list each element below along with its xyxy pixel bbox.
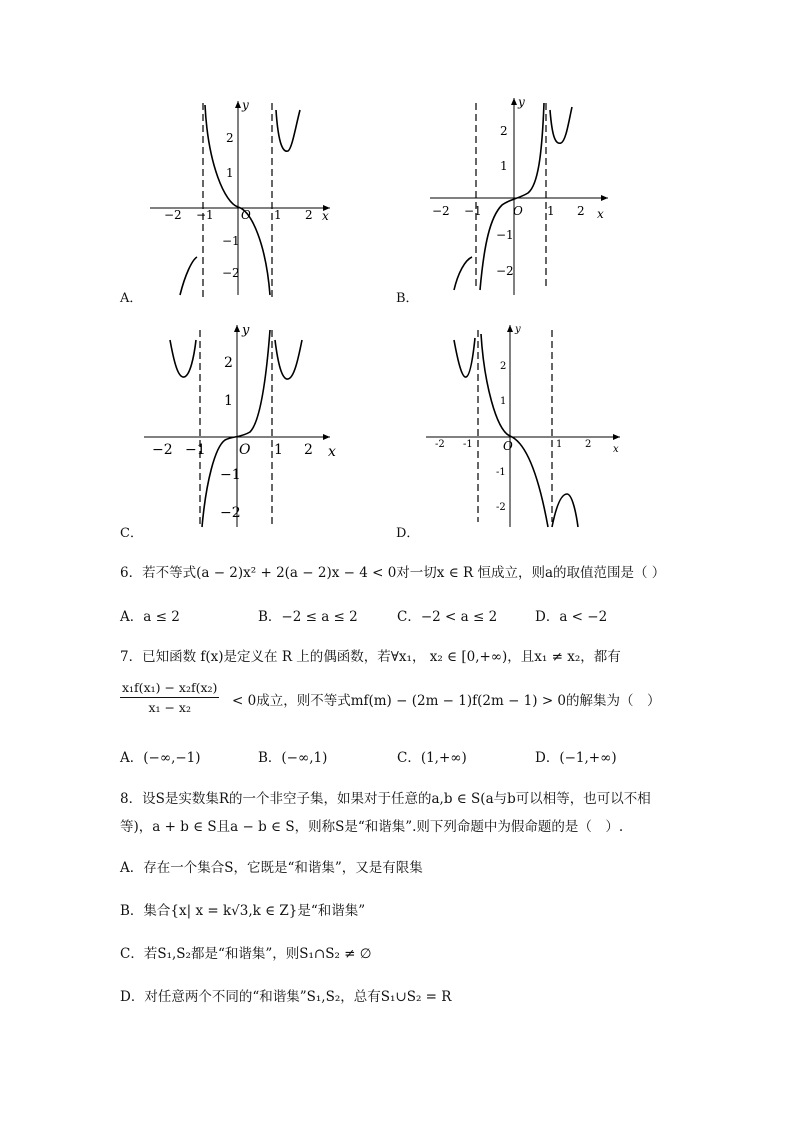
tick-y: 1 [500,396,507,407]
tick-y: 2 [500,124,508,138]
tick-x: 2 [585,439,592,450]
tick-y: −2 [496,264,514,278]
graph-b [420,95,620,305]
question-6-stem: 6．若不等式(a − 2)x² + 2(a − 2)x − 4 < 0对一切x ∈ R 恒成立，则a的取值范围是（ ） [120,565,666,581]
graph-a [140,95,340,305]
y-axis-label: y [242,323,250,338]
tick-y: 2 [226,131,234,145]
x-axis-label: x [613,444,619,455]
question-8-option-a[interactable]: A．存在一个集合S，它既是“和谐集”，又是有限集 [120,860,423,876]
y-axis-label: y [242,98,249,112]
x-axis-label: x [328,444,336,460]
tick-y: -2 [496,502,506,513]
tick-x: 2 [305,208,313,222]
option-d[interactable]: D．a < −2 [535,609,608,625]
tick-y: 1 [224,393,233,409]
tick-y: −1 [220,467,241,483]
fraction-numerator: x₁f(x₁) − x₂f(x₂) [120,680,219,698]
option-d[interactable]: D．(−1,+∞) [535,750,617,766]
question-8-option-d[interactable]: D．对任意两个不同的“和谐集”S₁,S₂，总有S₁∪S₂ = R [120,989,452,1005]
tick-x: -1 [463,439,473,450]
tick-x: 2 [577,204,585,218]
tick-y: 2 [500,361,507,372]
question-7-stem-tail: < 0成立，则不等式mf(m) − (2m − 1)f(2m − 1) > 0的解集为（ ） [232,693,661,709]
origin-label: O [239,442,251,458]
option-b[interactable]: B．−2 ≤ a ≤ 2 [258,609,358,625]
tick-y: −1 [222,234,240,248]
graph-a-label: A． [120,291,143,306]
tick-x: −2 [432,204,450,218]
question-8-stem-line2: 等)，a + b ∈ S且a − b ∈ S，则称S是“和谐集”.则下列命题中为假命题的是（ ）. [120,819,624,835]
graph-c [140,322,340,532]
question-8-option-c[interactable]: C．若S₁,S₂都是“和谐集”，则S₁∩S₂ ≠ ∅ [120,946,372,962]
tick-x: 1 [547,204,555,218]
tick-x: −2 [164,208,182,222]
graph-b-label: B． [396,291,419,306]
tick-x: 2 [304,442,313,458]
tick-y: −1 [496,228,514,242]
tick-y: −2 [222,266,240,280]
tick-x: -2 [435,439,445,450]
graph-c-label: C． [120,526,143,541]
tick-y: 2 [224,355,233,371]
tick-y: -1 [496,467,506,478]
question-8-option-b[interactable]: B．集合{x| x = k√3,k ∈ Z}是“和谐集” [120,903,366,919]
tick-y: −2 [220,505,241,521]
question-7-stem: 7．已知函数 f(x)是定义在 R 上的偶函数，若∀x₁， x₂ ∈ [0,+∞)，且x₁ ≠ x₂，都有 [120,649,621,665]
graph-c-plot [140,322,340,532]
tick-x: 1 [274,208,282,222]
x-axis-label: x [597,207,604,221]
origin-label: O [513,204,523,218]
x-axis-label: x [322,209,329,223]
origin-label: O [241,208,251,222]
tick-x: 1 [556,439,563,450]
tick-y: 1 [500,159,508,173]
option-b[interactable]: B．(−∞,1) [258,750,328,766]
graph-a-plot [140,95,340,305]
y-axis-label: y [515,324,521,335]
origin-label: O [503,439,513,453]
question-7-fraction [120,680,219,715]
option-c[interactable]: C．−2 < a ≤ 2 [397,609,498,625]
fraction-denominator: x₁ − x₂ [148,700,191,715]
tick-x: −1 [185,442,206,458]
option-a[interactable]: A．(−∞,−1) [120,750,201,766]
tick-x: 1 [274,442,283,458]
tick-x: −2 [152,442,173,458]
graph-d-label: D． [396,526,420,541]
option-a[interactable]: A．a ≤ 2 [120,609,180,625]
graph-d [420,322,620,532]
option-c[interactable]: C．(1,+∞) [397,750,467,766]
tick-y: 1 [226,166,234,180]
graph-d-plot [420,322,620,532]
question-8-stem-line1: 8．设S是实数集R的一个非空子集，如果对于任意的a,b ∈ S(a与b可以相等，也可以不相 [120,791,651,807]
y-axis-label: y [518,95,525,109]
graph-b-plot [420,95,620,305]
tick-x: −1 [464,204,482,218]
tick-x: −1 [196,208,214,222]
